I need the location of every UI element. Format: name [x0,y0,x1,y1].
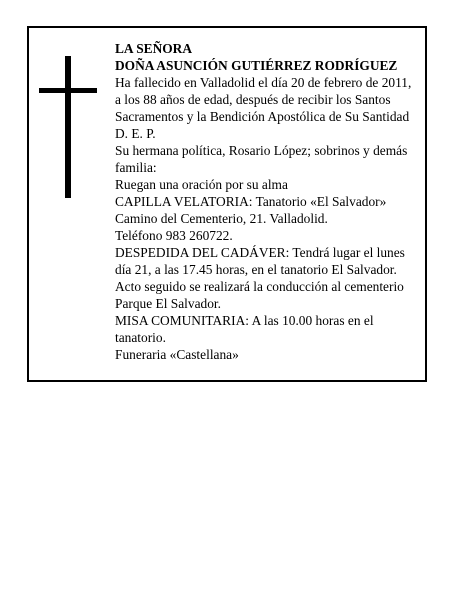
notice-title-line1: LA SEÑORA [115,41,193,56]
text-line: MISA COMUNITARIA: A las 10.00 horas en el [115,313,374,328]
text-line: familia: [115,160,157,175]
notice-title-line2: DOÑA ASUNCIÓN GUTIÉRREZ RODRÍGUEZ [115,58,398,73]
text-line: Ruegan una oración por su alma [115,177,288,192]
text-line: Teléfono 983 260722. [115,228,233,243]
text-line: D. E. P. [115,126,156,141]
text-line: Funeraria «Castellana» [115,347,239,362]
text-line: DESPEDIDA DEL CADÁVER: Tendrá lugar el lunes [115,245,405,260]
text-line: Acto seguido se realizará la conducción al cementerio [115,279,404,294]
cross-icon [39,56,97,198]
text-line: Parque El Salvador. [115,296,221,311]
text-line: a los 88 años de edad, después de recibir los Santos [115,92,391,107]
text-line: día 21, a las 17.45 horas, en el tanatorio El Salvador. [115,262,397,277]
cross-horizontal-bar [39,88,97,93]
text-line: CAPILLA VELATORIA: Tanatorio «El Salvador» [115,194,387,209]
text-line: Su hermana política, Rosario López; sobrinos y demás [115,143,408,158]
text-line: Camino del Cementerio, 21. Valladolid. [115,211,328,226]
obituary-notice [27,26,427,382]
text-line: Sacramentos y la Bendición Apostólica de Su Santidad [115,109,410,124]
text-line: tanatorio. [115,330,166,345]
obituary-text [115,40,425,363]
cross-vertical-bar [65,56,71,198]
text-line: Ha fallecido en Valladolid el día 20 de febrero de 2011, [115,75,412,90]
